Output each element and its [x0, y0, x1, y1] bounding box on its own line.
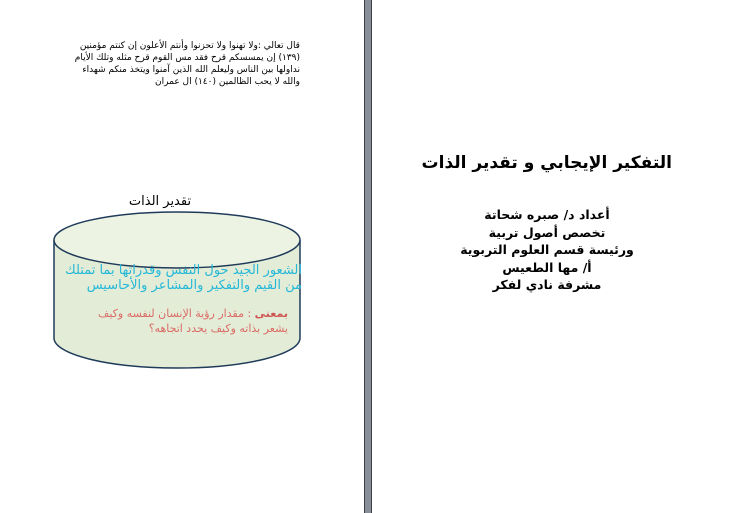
credit-line-role: مشرفة نادي لفكر — [492, 277, 602, 292]
credit-line-specialty: تخصص أصول تربية — [488, 224, 606, 240]
quran-verse: قال تعالي :ولا تهنوا ولا تحزنوا وأنتم الأعلون إن كنتم مؤمنين (١٣٩) إن يمسسكم قرح فقد مس القوم قرح مثله وتلك الأيام نداولها بين الناس وليعلم الله الذين آمنوا ويتخذ منكم شهداء والله لا يحب الظالمين (١٤٠) ال عمران — [74, 41, 300, 87]
author-credits — [432, 206, 662, 294]
credit-line-coauthor: أ/ مها الطعيس — [502, 259, 592, 275]
meaning-keyword: بمعنى — [254, 307, 288, 320]
cylinder-label: تقدير الذات — [128, 194, 192, 209]
credit-line-department: ورئيسة قسم العلوم التربوية — [460, 242, 634, 257]
self-esteem-meaning — [92, 306, 288, 336]
document-title: التفكير الإيجابي و تقدير الذات — [421, 153, 672, 173]
page-gutter — [364, 0, 372, 513]
self-esteem-definition: الشعور الجيد حول النفس وقدراتها بما تمتلك من القيم والتفكير والمشاعر والأحاسيس — [65, 263, 302, 293]
meaning-text: : مقدار رؤية الإنسان لنفسه وكيف يشعر بذاته وكيف يحدد اتجاهه؟ — [97, 307, 288, 335]
left-page — [0, 0, 364, 513]
credit-line-author: أعداد د/ صبره شحاتة — [484, 207, 610, 222]
